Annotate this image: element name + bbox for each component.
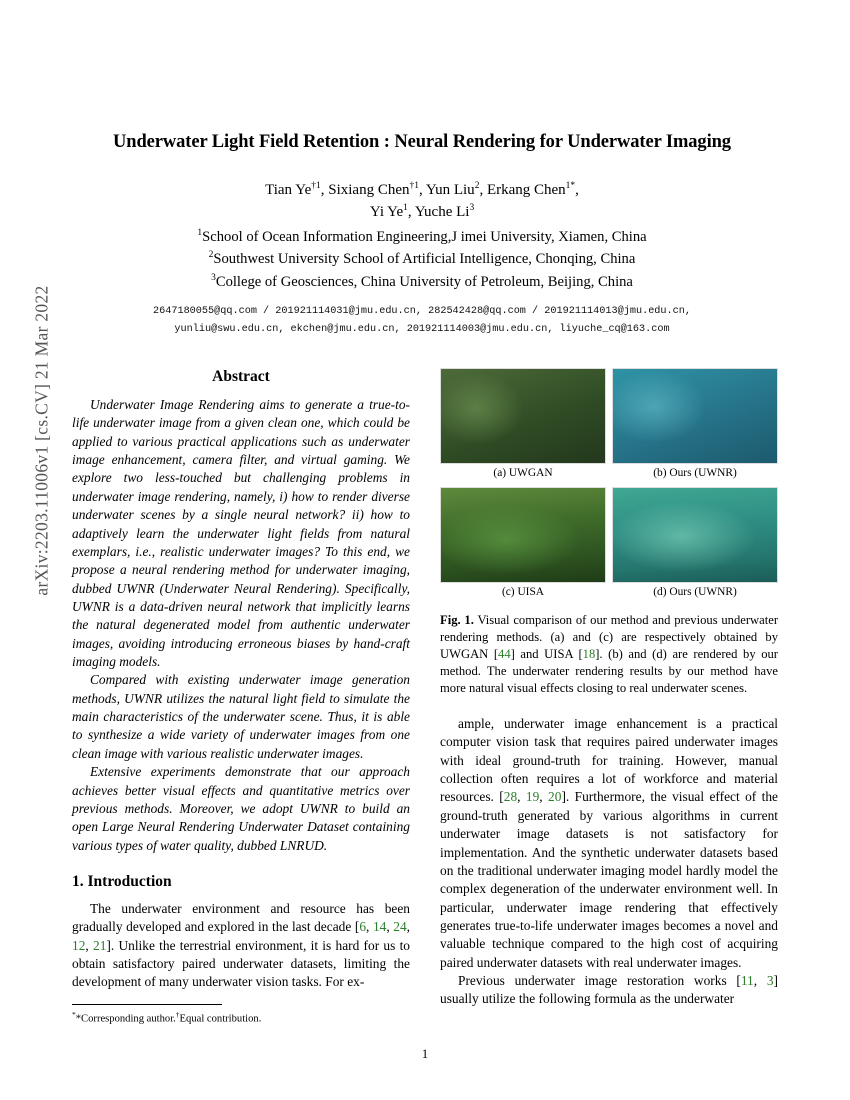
abstract-paragraph-1: Underwater Image Rendering aims to generate a true-to-life underwater image from a given clean one, which could be applied to various practical applications such as underwater image enhancement, camera filter, and virtual gaming. We explore two less-touched but challenging problems in underwater image rendering, namely, i) how to render diverse underwater scenes by a single neural network? ii) how to adaptively learn the underwater light fields from natural exemplars, i.e., realistic underwater images? To this end, we propose a neural rendering method for underwater imaging, dubbed UWNR (Underwater Neural Rendering). Specifically, UWNR is a data-driven neural network that implicitly learns the natural degenerated model from authentic underwater images, avoiding introducing erroneous biases by hand-craft imaging models. xyxy=(72,397,410,670)
footnote: **Corresponding author.†Equal contribution. xyxy=(72,1009,262,1025)
citation-24[interactable]: 24 xyxy=(393,919,407,935)
figure-caption: Fig. 1. Visual comparison of our method and previous underwater rendering methods. (a) and (c) are respectively obtained by UWGAN [44] and UISA [18]. (b) and (d) are rendered by our method. The underwater rendering results by our method have more natural visual effects closing to real underwater scenes. xyxy=(440,613,779,695)
paper-header xyxy=(72,130,772,338)
two-column-body xyxy=(72,368,778,1026)
page-number: 1 xyxy=(421,1047,429,1061)
citation-44[interactable]: 44 xyxy=(498,647,511,661)
figure-panel-d-ours xyxy=(612,487,778,583)
figure-panel-d-label: (d) Ours (UWNR) xyxy=(653,586,737,598)
figure-cell-b xyxy=(612,368,778,483)
author-line-1: Tian Ye$^{\dagger 1}$, Sixiang Chen$^{\dagger 1}$, Yun Liu$^2$, Erkang Chen$^{1*}$, xyxy=(265,181,579,199)
affiliation-1: $^1$School of Ocean Information Engineering,J imei University, Xiamen, China xyxy=(197,227,647,245)
figure-panel-c-label: (c) UISA xyxy=(501,586,545,598)
email-line-2: yunliu@swu.edu.cn, ekchen@jmu.edu.cn, 201921114003@jmu.edu.cn, liyuche_cq@163.com xyxy=(174,323,670,335)
introduction-heading: 1. Introduction xyxy=(72,872,172,890)
email-line-1: 2647180055@qq.com / 201921114031@jmu.edu.cn, 282542428@qq.com / 201921114013@jmu.edu.cn, xyxy=(153,305,691,317)
citation-14[interactable]: 14 xyxy=(372,919,387,935)
author-line-2: Yi Ye$^1$, Yuche Li$^3$ xyxy=(369,202,475,220)
affiliation-list xyxy=(72,226,772,294)
abstract-paragraph-2: Compared with existing underwater image generation methods, UWNR utilizes the natural light field to simulate the main characteristics of the underwater scene. Thus, it is able to synthesize a wide variety of underwater images from one clean image with various realistic underwater images. xyxy=(72,672,410,761)
author-emails xyxy=(72,303,772,339)
figure-caption-label: Fig. 1. xyxy=(440,613,474,627)
figure-panel-b-label: (b) Ours (UWNR) xyxy=(653,467,737,479)
figure-panel-grid xyxy=(440,368,778,602)
citation-18[interactable]: 18 xyxy=(582,647,596,661)
citation-6[interactable]: 6 xyxy=(359,919,367,935)
figure-panel-c-uisa xyxy=(440,487,606,583)
page-title: Underwater Light Field Retention : Neural Rendering for Underwater Imaging xyxy=(113,132,731,152)
citation-28[interactable]: 28 xyxy=(503,789,518,805)
abstract-heading: Abstract xyxy=(212,368,270,385)
left-column xyxy=(72,368,410,1026)
affiliation-2: $^2$Southwest University School of Artificial Intelligence, Chonqing, China xyxy=(208,250,636,268)
author-list xyxy=(72,180,772,224)
introduction-paragraph-1: The underwater environment and resource has been gradually developed and explored in the last decade [6, 14, 24, 12, 21]. Unlike the terrestrial environment, it is hard for us to obtain satisfactory paired underwater datasets, limiting the development of many underwater vision tasks. For ex- xyxy=(72,900,410,990)
figure-panel-b-ours xyxy=(612,368,778,464)
figure-panel-a-label: (a) UWGAN xyxy=(493,467,553,479)
figure-panel-a-uwgan xyxy=(440,368,606,464)
figure-1 xyxy=(440,368,778,697)
citation-3[interactable]: 3 xyxy=(766,973,774,989)
figure-cell-d xyxy=(612,487,778,602)
citation-20[interactable]: 20 xyxy=(548,789,562,805)
figure-cell-a xyxy=(440,368,606,483)
citation-12[interactable]: 12 xyxy=(72,937,86,953)
right-paragraph-2: Previous underwater image restoration works [11, 3] usually utilize the following formula as the underwater xyxy=(440,973,778,1007)
figure-cell-c xyxy=(440,487,606,602)
affiliation-3: $^3$College of Geosciences, China University of Petroleum, Beijing, China xyxy=(211,273,633,290)
abstract-paragraph-3: Extensive experiments demonstrate that our approach achieves better visual effects and quantitative metrics over previous methods. Moreover, we adopt UWNR to build an open Large Neural Rendering Underwater Dataset containing various types of water quality, dubbed LNRUD. xyxy=(72,764,410,853)
citation-11[interactable]: 11 xyxy=(740,973,754,989)
arxiv-identifier-stamp: arXiv:2203.11006v1 [cs.CV] 21 Mar 2022 xyxy=(31,285,52,596)
footnote-divider xyxy=(72,1004,222,1005)
right-paragraph-1: ample, underwater image enhancement is a practical computer vision task that requires paired underwater images with ideal ground-truth for training. However, manual collection often requires a lot of workforce and material resources. [28, 19, 20]. Furthermore, the visual effect of the ground-truth generated by various algorithms in current underwater image datasets is not satisfactory for implementation. And the synthetic underwater datasets based on the traditional underwater imaging model hardly model the complex degeneration of the underwater environment well. In particular, underwater image rendering that effectively generates true-to-life underwater images becomes a novel and valuable technique compared to the high cost of acquiring paired underwater datasets with real underwater images. xyxy=(440,716,778,970)
citation-21[interactable]: 21 xyxy=(93,937,107,953)
citation-19[interactable]: 19 xyxy=(525,789,540,805)
right-column xyxy=(440,368,778,1026)
